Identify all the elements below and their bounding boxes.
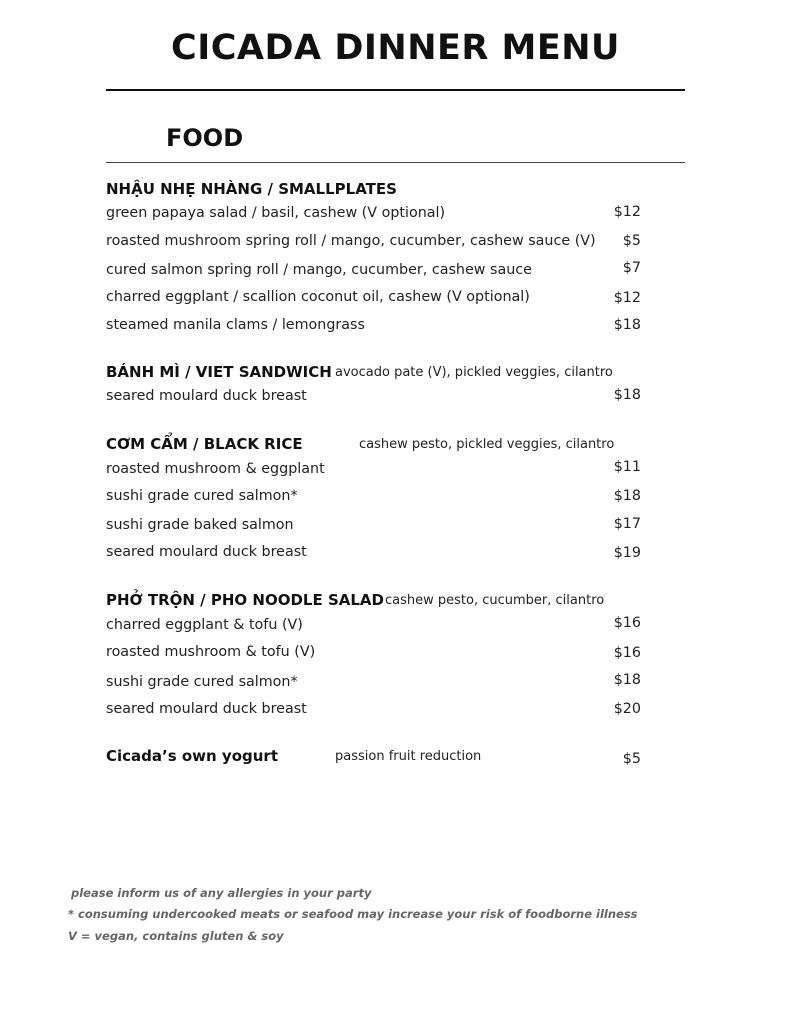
menu-item-name: steamed manila clams / lemongrass	[106, 317, 365, 333]
menu-item-name: sushi grade cured salmon*	[106, 674, 298, 690]
menu-item-name: charred eggplant & tofu (V)	[106, 617, 303, 633]
menu-item-name: seared moulard duck breast	[106, 388, 307, 404]
menu-item-price: $18	[613, 672, 641, 688]
divider	[106, 162, 685, 163]
section-label: FOOD	[166, 124, 244, 152]
menu-item-name: roasted mushroom & tofu (V)	[106, 644, 316, 660]
section-description: cashew pesto, pickled veggies, cilantro	[359, 437, 615, 452]
menu-item-price: $20	[613, 701, 641, 717]
menu-title: CICADA DINNER MENU	[171, 28, 620, 68]
section-heading: NHẬU NHẸ NHÀNG / SMALLPLATES	[106, 180, 397, 198]
section-heading: BÁNH MÌ / VIET SANDWICH	[106, 363, 332, 381]
section-heading: PHỞ TRỘN / PHO NOODLE SALAD	[106, 591, 384, 609]
footnote: * consuming undercooked meats or seafood may increase your risk of foodborne illness	[68, 907, 638, 921]
menu-item-price: $16	[613, 615, 641, 631]
menu-item-price: $18	[613, 317, 641, 333]
menu-item-name: sushi grade cured salmon*	[106, 488, 298, 504]
menu-item-price: $18	[613, 387, 641, 403]
menu-item-price: $17	[613, 516, 641, 532]
menu-item-price: $12	[613, 204, 641, 220]
menu-item-name: seared moulard duck breast	[106, 701, 307, 717]
menu-item-name: charred eggplant / scallion coconut oil, cashew (V optional)	[106, 289, 530, 305]
menu-item-price: $18	[613, 488, 641, 504]
menu-item-price: $5	[622, 233, 641, 249]
section-description: avocado pate (V), pickled veggies, cilantro	[335, 365, 613, 380]
menu-item-name: seared moulard duck breast	[106, 544, 307, 560]
menu-item-name: roasted mushroom & eggplant	[106, 461, 325, 477]
footnote: V = vegan, contains gluten & soy	[68, 929, 284, 943]
menu-item-price: $11	[613, 459, 641, 475]
menu-item-name: cured salmon spring roll / mango, cucumber, cashew sauce	[106, 262, 532, 278]
menu-item-price: $19	[613, 545, 641, 561]
divider	[106, 89, 685, 91]
menu-item-name: green papaya salad / basil, cashew (V optional)	[106, 205, 446, 221]
menu-item-price: $16	[613, 645, 641, 661]
menu-item-name: roasted mushroom spring roll / mango, cucumber, cashew sauce (V)	[106, 233, 596, 249]
section-description: cashew pesto, cucumber, cilantro	[385, 593, 605, 608]
menu-item-price: $5	[622, 751, 641, 767]
section-heading: Cicada’s own yogurt	[106, 747, 279, 765]
footnote: please inform us of any allergies in your party	[71, 886, 372, 900]
menu-item-name: sushi grade baked salmon	[106, 517, 294, 533]
section-description: passion fruit reduction	[335, 749, 482, 764]
menu-item-price: $12	[613, 290, 641, 306]
section-heading: CƠM CẨM / BLACK RICE	[106, 435, 303, 453]
menu-item-price: $7	[622, 260, 641, 276]
